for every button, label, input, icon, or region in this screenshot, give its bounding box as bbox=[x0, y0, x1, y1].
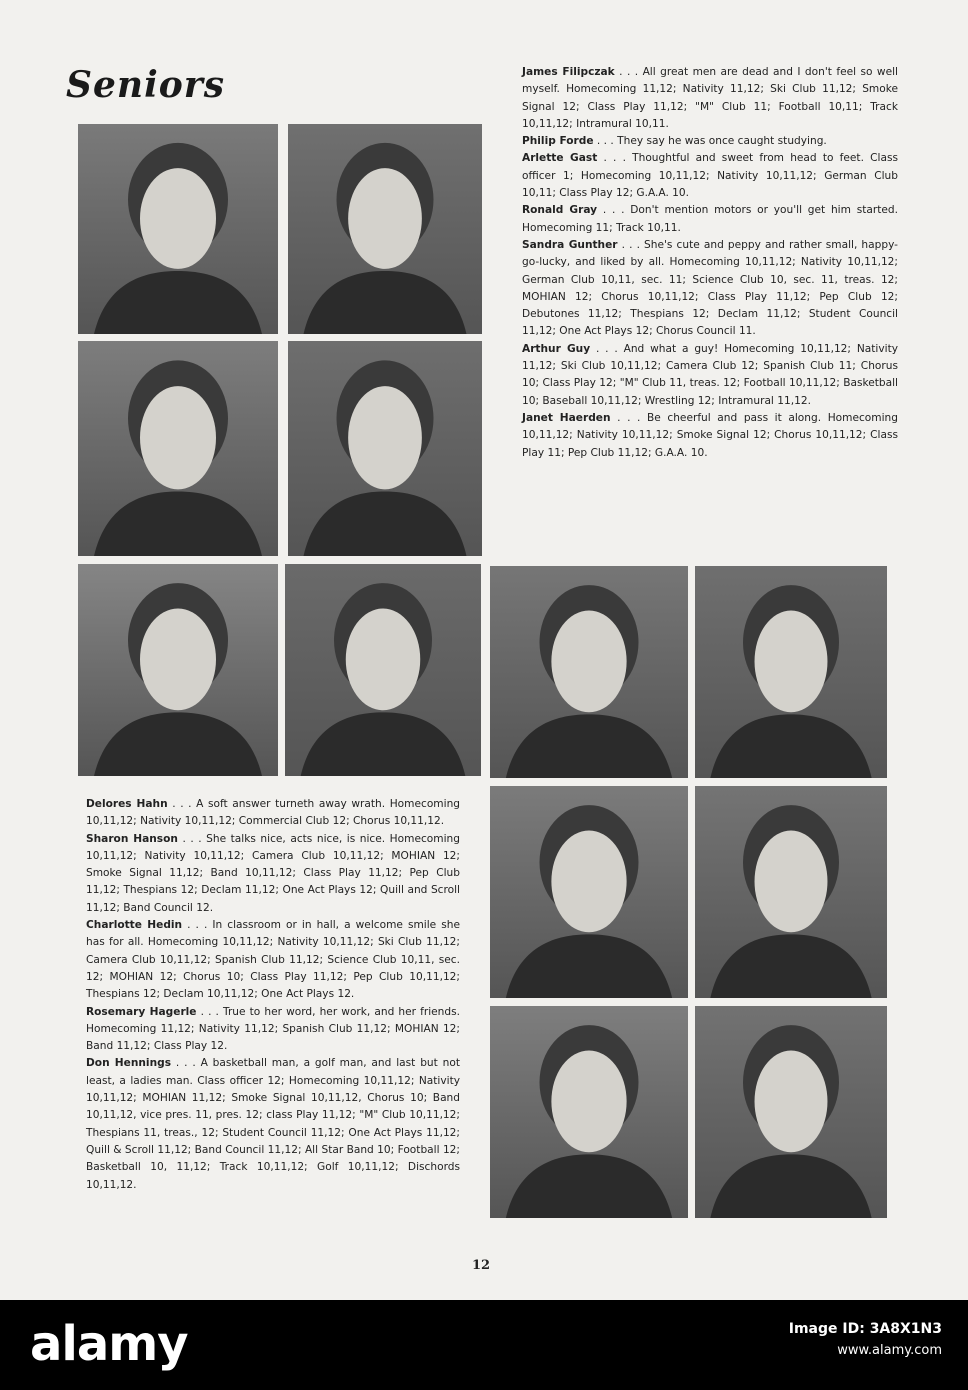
portrait-face bbox=[551, 831, 626, 933]
portrait-silhouette bbox=[695, 1006, 887, 1218]
senior-bio bbox=[86, 831, 460, 917]
senior-name: Rosemary Hagerle bbox=[86, 1005, 197, 1018]
senior-bio bbox=[86, 917, 460, 1003]
portrait-face bbox=[348, 168, 422, 269]
senior-name: Delores Hahn bbox=[86, 798, 168, 810]
senior-bio bbox=[86, 1055, 460, 1193]
portrait-shoulders bbox=[304, 492, 467, 557]
portrait-photo bbox=[490, 786, 688, 998]
bios-left-column bbox=[86, 796, 460, 1194]
bios-right-column bbox=[522, 64, 898, 462]
senior-name: Arthur Guy bbox=[522, 342, 591, 355]
senior-bio bbox=[86, 1004, 460, 1056]
senior-description: . . . True to her word, her work, and her friends. Homecoming 11,12; Nativity 11,12; Spanish Club 11,12; MOHIAN 12; Band 11,12; Class Play 12. bbox=[86, 1005, 460, 1053]
senior-bio bbox=[522, 341, 898, 410]
senior-name: Arlette Gast bbox=[522, 152, 598, 165]
site-url: www.alamy.com bbox=[837, 1343, 942, 1358]
senior-name: Ronald Gray bbox=[522, 204, 598, 217]
senior-description: . . . They say he was once caught studying. bbox=[593, 135, 827, 148]
portrait-silhouette bbox=[490, 786, 688, 998]
portrait-shoulders bbox=[94, 492, 262, 557]
portrait-face bbox=[551, 1051, 626, 1153]
portrait-photo bbox=[288, 341, 482, 556]
stock-footer-bar bbox=[0, 1300, 968, 1390]
portrait-shoulders bbox=[94, 271, 262, 334]
portrait-face bbox=[140, 386, 216, 489]
portrait-face bbox=[348, 386, 422, 489]
senior-name: Charlotte Hedin bbox=[86, 919, 183, 932]
brand-logo: alamy bbox=[30, 1316, 188, 1372]
portrait-photo bbox=[78, 124, 278, 334]
senior-bio bbox=[522, 410, 898, 462]
senior-description: . . . A basketball man, a golf man, and last but not least, a ladies man. Class officer 12; Homecoming 10,11,12; Nativity 10,11,12; MOHIAN 11,12; Smoke Signal 10,11,12, Chorus 10; Band 10,11,12, vice pres. 11, pres. 12; class Play 11,12; "M" Club 10,11,12; Thespians 11, treas., 12; Student Council 11,12; One Act Plays 11,12; Quill & Scroll 11,12; Band Council 11,12; All Star Band 10; Football 12; Basketball 10, 11,12; Track 10,11,12; Golf 10,11,12; Dischords 10,11,12. bbox=[86, 1057, 461, 1191]
portrait-silhouette bbox=[490, 1006, 688, 1218]
senior-description: . . . In classroom or in hall, a welcome smile she has for all. Homecoming 10,11,12; Nativity 10,11,12; Ski Club 11,12; Camera Club 10,11,12; Spanish Club 11,12; Science Club 10,11, sec. 12; MOHIAN 12; Chorus 10; Class Play 11,12; Pep Club 10,11,12; Thespians 12; Declam 10,11,12; One Act Plays 12. bbox=[86, 919, 460, 1001]
portrait-photo bbox=[695, 566, 887, 778]
senior-name: Philip Forde bbox=[522, 135, 594, 148]
senior-description: . . . A soft answer turneth away wrath. Homecoming 10,11,12; Nativity 10,11,12; Commercial Club 12; Chorus 10,11,12. bbox=[86, 798, 461, 828]
senior-name: Sharon Hanson bbox=[86, 832, 178, 845]
portrait-photo bbox=[695, 786, 887, 998]
portrait-face bbox=[140, 168, 216, 269]
senior-description: . . . Don't mention motors or you'll get him started. Homecoming 11; Track 10,11. bbox=[522, 204, 898, 234]
portrait-shoulders bbox=[301, 712, 466, 776]
senior-description: . . . Be cheerful and pass it along. Homecoming 10,11,12; Nativity 10,11,12; Smoke Signal 12; Chorus 10,11,12; Class Play 11; Pep Club 11,12; G.A.A. 10. bbox=[522, 411, 898, 459]
portrait-silhouette bbox=[78, 341, 278, 556]
portrait-photo bbox=[78, 341, 278, 556]
portrait-silhouette bbox=[78, 124, 278, 334]
portrait-shoulders bbox=[506, 1154, 672, 1218]
senior-bio bbox=[522, 237, 898, 341]
page-title: Seniors bbox=[66, 64, 225, 106]
portrait-silhouette bbox=[695, 786, 887, 998]
portrait-shoulders bbox=[94, 712, 262, 776]
senior-name: Sandra Gunther bbox=[522, 238, 618, 251]
portrait-shoulders bbox=[506, 714, 672, 778]
portrait-photo bbox=[490, 1006, 688, 1218]
senior-bio bbox=[522, 133, 898, 150]
senior-bio bbox=[522, 150, 898, 202]
portrait-face bbox=[140, 609, 216, 711]
portrait-photo bbox=[78, 564, 278, 776]
portrait-shoulders bbox=[506, 934, 672, 998]
senior-description: . . . All great men are dead and I don't feel so well myself. Homecoming 11,12; Nativity 11,12; Ski Club 11,12; Smoke Signal 12; Class Play 11,12; "M" Club 11; Football 10,11; Track 10,11,12; Intramural 10,11. bbox=[522, 66, 898, 130]
portrait-silhouette bbox=[285, 564, 481, 776]
page-number: 12 bbox=[472, 1258, 491, 1273]
portrait-photo bbox=[288, 124, 482, 334]
portrait-face bbox=[755, 1051, 828, 1153]
senior-description: . . . She's cute and peppy and rather small, happy-go-lucky, and liked by all. Homecoming 10,11,12; Nativity 10,11,12; German Club 10,11, sec. 11; Science Club 10, sec. 11, treas. 12; MOHIAN 12; Chorus 10,11,12; Class Play 11,12; Pep Club 12; Debutones 11,12; Thespians 12; Declam 11,12; Student Council 11,12; One Act Plays 12; Chorus Council 11. bbox=[522, 238, 898, 338]
senior-bio bbox=[522, 64, 898, 133]
senior-bio bbox=[522, 202, 898, 237]
senior-name: Don Hennings bbox=[86, 1057, 171, 1070]
portrait-photo bbox=[695, 1006, 887, 1218]
portrait-silhouette bbox=[490, 566, 688, 778]
portrait-face bbox=[346, 609, 420, 711]
portrait-face bbox=[551, 611, 626, 713]
portrait-shoulders bbox=[710, 1154, 871, 1218]
senior-bio bbox=[86, 796, 460, 831]
portrait-face bbox=[755, 831, 828, 933]
portrait-face bbox=[755, 611, 828, 713]
portrait-photo bbox=[285, 564, 481, 776]
portrait-shoulders bbox=[710, 714, 871, 778]
portrait-photo bbox=[490, 566, 688, 778]
portrait-shoulders bbox=[710, 934, 871, 998]
image-id: Image ID: 3A8X1N3 bbox=[788, 1321, 942, 1337]
senior-name: James Filipczak bbox=[522, 66, 615, 78]
footer-info bbox=[789, 1318, 942, 1362]
senior-description: . . . And what a guy! Homecoming 10,11,12; Nativity 11,12; Ski Club 10,11,12; Camera Club 12; Spanish Club 11; Chorus 10; Class Play 12; "M" Club 11, treas. 12; Football 10,11,12; Basketball 10; Baseball 10,11,12; Wrestling 12; Intramural 11,12. bbox=[522, 342, 898, 407]
portrait-silhouette bbox=[288, 341, 482, 556]
portrait-shoulders bbox=[304, 271, 467, 334]
senior-description: . . . Thoughtful and sweet from head to feet. Class officer 1; Homecoming 10,11,12; Nativity 10,11,12; German Club 10,11; Class Play 12; G.A.A. 10. bbox=[522, 152, 898, 200]
portrait-silhouette bbox=[78, 564, 278, 776]
senior-name: Janet Haerden bbox=[522, 411, 611, 424]
senior-description: . . . She talks nice, acts nice, is nice. Homecoming 10,11,12; Nativity 10,11,12; Camera Club 10,11,12; MOHIAN 12; Smoke Signal 11,12; Band 10,11,12; Class Play 11,12; Pep Club 11,12; Thespians 12; Declam 11,12; One Act Plays 12; Quill and Scroll 11,12; Band Council 12. bbox=[86, 832, 460, 914]
portrait-silhouette bbox=[695, 566, 887, 778]
portrait-silhouette bbox=[288, 124, 482, 334]
